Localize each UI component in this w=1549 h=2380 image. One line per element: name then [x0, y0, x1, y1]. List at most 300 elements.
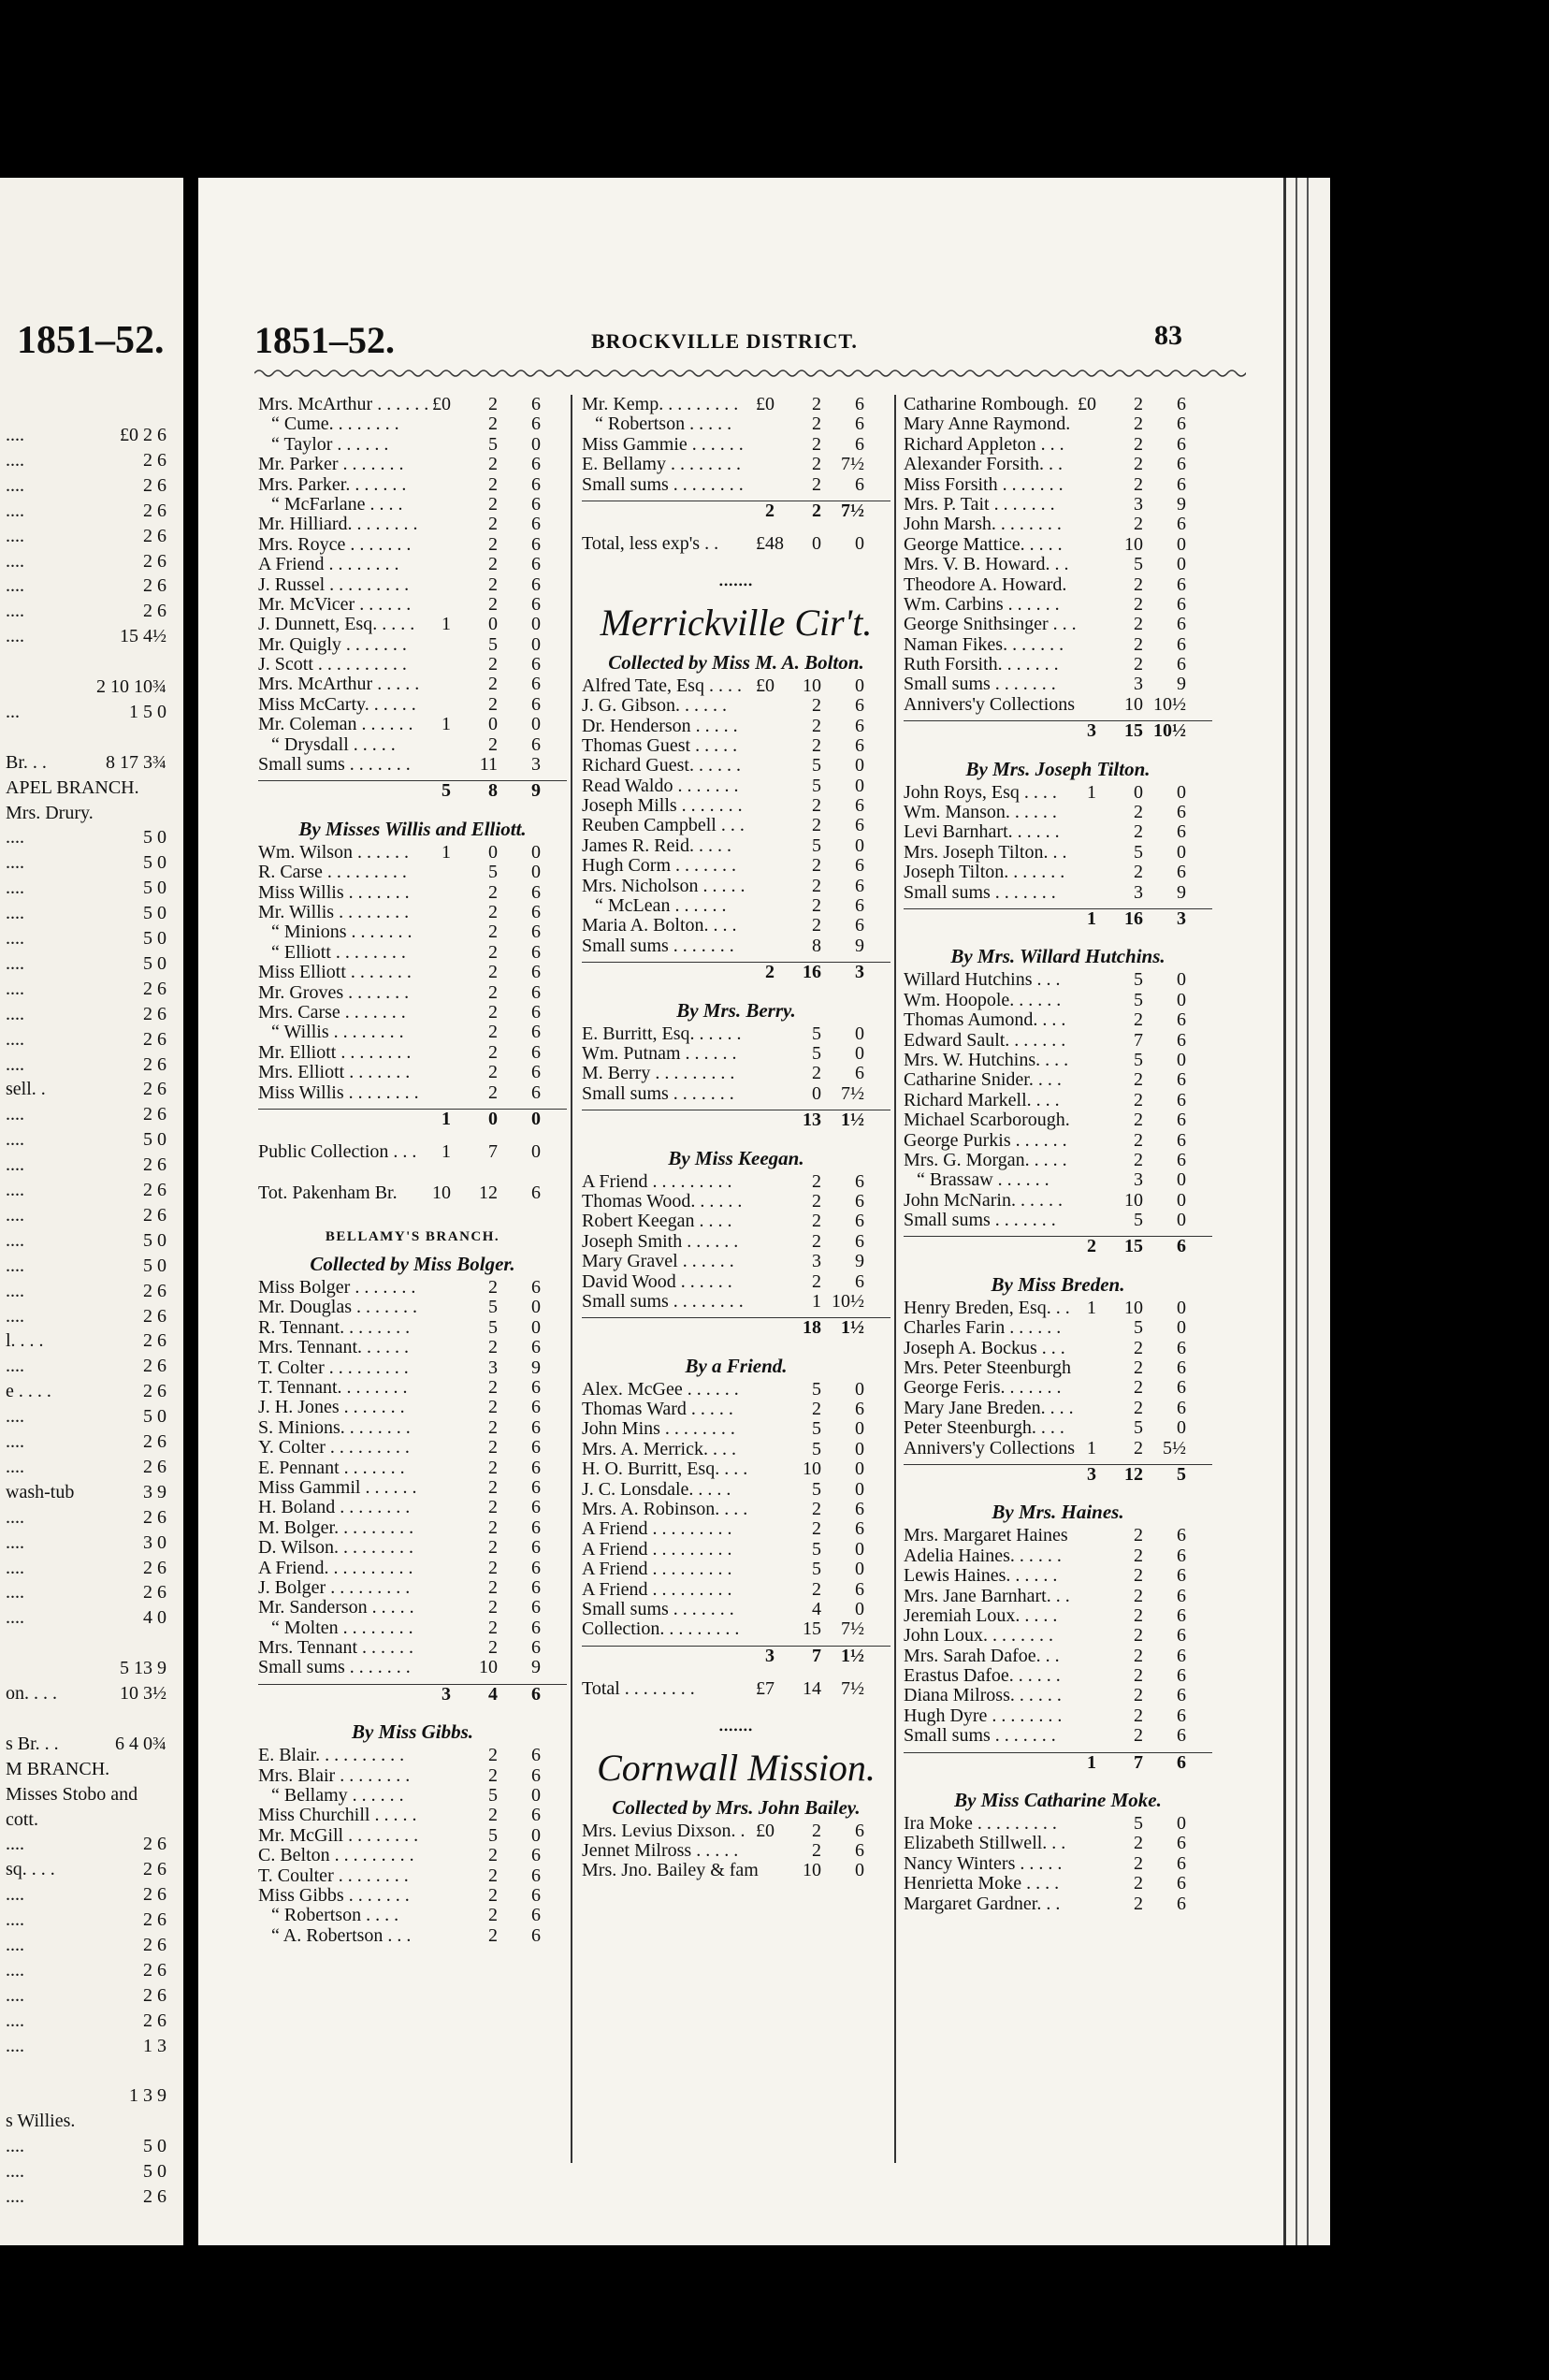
- contributor-name: Joseph Smith . . . . . .: [582, 1230, 739, 1252]
- subtotal-row: [582, 1646, 890, 1666]
- left-page-line: [0, 2134, 183, 2159]
- amount-pence: 6: [1177, 394, 1186, 414]
- contributor-name: George Mattice. . . . .: [904, 533, 1063, 555]
- amount-pence: 6: [1177, 1833, 1186, 1854]
- left-page-line-text: ....: [6, 827, 24, 849]
- amount-pence: 6: [531, 1537, 541, 1559]
- contribution-row: [582, 856, 890, 876]
- contributor-name: Maria A. Bolton. . . .: [582, 915, 737, 936]
- contributor-name: T. Colter . . . . . . . . .: [258, 1357, 409, 1378]
- left-page-line-amount: 2 6: [143, 525, 166, 546]
- left-page-line: [0, 801, 183, 826]
- amount-shillings: 2: [488, 1476, 498, 1498]
- contributor-name: Y. Colter . . . . . . . . .: [258, 1437, 410, 1458]
- left-page-line: [0, 1807, 183, 1833]
- amount-pence: 6: [1177, 1852, 1186, 1874]
- contribution-row: [258, 983, 567, 1003]
- left-page-line-text: ....: [6, 1431, 24, 1452]
- amount-pence: 6: [1177, 1545, 1186, 1566]
- left-page-line-text: ....: [6, 1506, 24, 1528]
- left-page-line: [0, 725, 183, 750]
- amount-shillings: 2: [488, 1537, 498, 1559]
- contribution-row: [904, 1378, 1212, 1398]
- amount-pence: 0: [855, 675, 864, 696]
- contribution-row: [904, 1170, 1212, 1190]
- contributor-name: Alfred Tate, Esq . . . .: [582, 675, 742, 696]
- left-page-line: [0, 1203, 183, 1228]
- section-caption: By Mrs. Haines.: [992, 1501, 1124, 1524]
- amount-pence: 6: [531, 1683, 541, 1705]
- amount-pence: 6: [531, 1805, 541, 1826]
- amount-shillings: 7: [812, 1645, 821, 1666]
- left-page-line-text: ....: [6, 1935, 24, 1955]
- amount-shillings: 5: [488, 1316, 498, 1338]
- amount-shillings: 5: [812, 775, 821, 796]
- left-page-line: [0, 1254, 183, 1279]
- contribution-row: [582, 816, 890, 835]
- amount-shillings: 2: [1134, 454, 1143, 475]
- amount-pence: 6: [855, 1839, 864, 1861]
- section-caption: By Mrs. Willard Hutchins.: [950, 945, 1165, 968]
- amount-shillings: 2: [488, 514, 498, 535]
- left-page-line: [0, 1556, 183, 1581]
- left-page-line-amount: 2 6: [143, 1984, 166, 2006]
- contributor-name: J. H. Jones . . . . . . .: [258, 1397, 405, 1418]
- amount-shillings: 5: [812, 834, 821, 856]
- amount-pence: 6: [531, 1865, 541, 1886]
- left-page-line-amount: 2 6: [143, 1305, 166, 1327]
- contribution-row: [582, 836, 890, 856]
- amount-shillings: 2: [488, 1885, 498, 1906]
- left-page-line: [0, 1480, 183, 1505]
- contributor-name: Mrs. McArthur . . . . . .: [258, 394, 429, 414]
- amount-pence: 0: [855, 1559, 864, 1580]
- amount-shillings: 5: [1134, 1417, 1143, 1439]
- contributor-name: Mrs. Nicholson . . . . .: [582, 875, 746, 896]
- contributor-name: Reuben Campbell . . .: [582, 815, 745, 836]
- contributor-name: Thomas Ward . . . . .: [582, 1399, 733, 1420]
- amount-pence: 6: [1177, 802, 1186, 823]
- left-page-line: [0, 1228, 183, 1254]
- contribution-row: [258, 1278, 567, 1298]
- amount-shillings: 4: [488, 1683, 498, 1705]
- amount-pence: 9: [1177, 881, 1186, 903]
- amount-shillings: 2: [1134, 654, 1143, 675]
- section-caption: By Mrs. Joseph Tilton.: [965, 757, 1151, 780]
- contributor-name: Public Collection . . .: [258, 1141, 417, 1163]
- amount-shillings: 2: [812, 1839, 821, 1861]
- amount-shillings: 10: [1124, 1297, 1143, 1318]
- left-page-line-amount: 2 6: [143, 1356, 166, 1377]
- amount-shillings: 2: [1134, 1725, 1143, 1747]
- amount-pence: 6: [1177, 593, 1186, 615]
- amount-pence: 0: [531, 714, 541, 735]
- amount-pence: 6: [531, 493, 541, 515]
- amount-pence: 0: [531, 1824, 541, 1846]
- contribution-row: [904, 1726, 1212, 1746]
- amount-pounds: 3: [1087, 1463, 1096, 1485]
- amount-shillings: 2: [488, 1416, 498, 1438]
- amount-shillings: 2: [1134, 1585, 1143, 1606]
- amount-pence: 6: [1177, 1069, 1186, 1091]
- amount-pence: 7½: [841, 1082, 864, 1104]
- amount-shillings: 2: [488, 1457, 498, 1478]
- left-page-line-amount: 1 3: [143, 2035, 166, 2056]
- left-page-line-amount: 10 3½: [120, 1683, 166, 1704]
- subtotal-row: [582, 1110, 890, 1130]
- amount-pence: 0: [1177, 1317, 1186, 1339]
- contributor-name: A Friend . . . . . . . . .: [582, 1170, 732, 1192]
- left-page-line: [0, 1631, 183, 1656]
- amount-pence: 6: [1177, 1149, 1186, 1170]
- amount-shillings: 2: [1134, 1089, 1143, 1110]
- amount-pence: 6: [855, 1820, 864, 1841]
- contributor-name: “ Bellamy . . . . . .: [271, 1785, 404, 1807]
- left-page-line-amount: 2 10 10¾: [96, 676, 166, 697]
- amount-shillings: 2: [812, 500, 821, 521]
- amount-shillings: 2: [488, 881, 498, 903]
- amount-pence: 0: [855, 1478, 864, 1500]
- contributor-name: Jennet Milross . . . . .: [582, 1839, 739, 1861]
- amount-shillings: 2: [812, 1211, 821, 1232]
- contribution-row: [258, 903, 567, 922]
- contribution-row: [904, 1318, 1212, 1338]
- amount-shillings: 2: [488, 1617, 498, 1638]
- contributor-name: Ira Moke . . . . . . . . .: [904, 1813, 1057, 1835]
- left-page-line-amount: 2 6: [143, 1859, 166, 1880]
- amount-pounds: 1: [442, 841, 451, 863]
- contributor-name: “ Elliott . . . . . . . .: [271, 941, 406, 963]
- contributor-name: Small sums . . . . . . .: [582, 1598, 734, 1619]
- left-page-line: [0, 2083, 183, 2109]
- amount-pence: 0: [531, 1316, 541, 1338]
- amount-pence: 0: [855, 1418, 864, 1440]
- amount-pounds: £0: [432, 394, 451, 414]
- amount-shillings: 5: [812, 1042, 821, 1064]
- contribution-row: [258, 1926, 567, 1946]
- contribution-row: [258, 1618, 567, 1638]
- left-page-line: [0, 776, 183, 801]
- contribution-row: [258, 1598, 567, 1618]
- amount-pence: 6: [1177, 454, 1186, 475]
- contribution-row: [258, 1458, 567, 1478]
- contributor-name: E. Burritt, Esq. . . . . .: [582, 1023, 742, 1044]
- amount-pence: 1½: [841, 1645, 864, 1666]
- page-edge-line: [1307, 178, 1309, 2245]
- amount-pence: 6: [1177, 1357, 1186, 1379]
- amount-pence: 6: [531, 1182, 541, 1203]
- amount-pence: 6: [855, 433, 864, 455]
- amount-pence: 6: [531, 1437, 541, 1458]
- contributor-name: Small sums . . . . . . .: [582, 1082, 734, 1104]
- amount-shillings: 2: [488, 454, 498, 475]
- contributor-name: Mrs. A. Robinson. . . .: [582, 1499, 748, 1520]
- contributor-name: Mrs. G. Morgan. . . . .: [904, 1149, 1067, 1170]
- contributor-name: Mrs. A. Merrick. . . .: [582, 1438, 736, 1459]
- contributor-name: Read Waldo . . . . . . .: [582, 775, 739, 796]
- contribution-row: [904, 555, 1212, 574]
- contribution-row: [258, 495, 567, 515]
- amount-shillings: 2: [1134, 1565, 1143, 1587]
- contributor-name: A Friend . . . . . . . . .: [582, 1578, 732, 1600]
- contributor-name: A Friend. . . . . . . . . .: [258, 1557, 413, 1578]
- left-page-line: [0, 1455, 183, 1480]
- amount-pence: 0: [531, 433, 541, 455]
- contribution-row: [582, 776, 890, 796]
- amount-pence: 9: [1177, 493, 1186, 515]
- left-page-line-text: ....: [6, 601, 24, 622]
- amount-shillings: 0: [488, 714, 498, 735]
- amount-pounds: 1: [442, 1108, 451, 1129]
- amount-shillings: 5: [488, 1297, 498, 1318]
- amount-shillings: 2: [1134, 1009, 1143, 1031]
- left-page-line-amount: 2 6: [143, 1935, 166, 1955]
- left-page-line: [0, 599, 183, 624]
- amount-pence: 6: [531, 1885, 541, 1906]
- circuit-title: Merrickville Cir't.: [600, 601, 873, 644]
- amount-shillings: 2: [1134, 1625, 1143, 1647]
- contributor-name: Miss Gammil . . . . . .: [258, 1476, 417, 1498]
- district-title: BROCKVILLE DISTRICT.: [591, 329, 858, 353]
- subtotal-row: [582, 501, 890, 521]
- contribution-row: [904, 515, 1212, 534]
- contributor-name: Small sums . . . . . . .: [258, 754, 411, 776]
- left-page-line: [0, 649, 183, 675]
- amount-pence: 6: [531, 901, 541, 922]
- amount-shillings: 10: [803, 675, 821, 696]
- left-page-line-amount: 5 0: [143, 827, 166, 849]
- contribution-row: [258, 863, 567, 882]
- left-page-line: [0, 850, 183, 876]
- contribution-row: [582, 796, 890, 816]
- contributor-name: Mr. McVicer . . . . . .: [258, 593, 412, 615]
- amount-pence: 6: [531, 1377, 541, 1399]
- contribution-row: [582, 1679, 890, 1699]
- left-page-line: [0, 1531, 183, 1556]
- contribution-row: [904, 1854, 1212, 1874]
- amount-shillings: 3: [1134, 1169, 1143, 1191]
- left-page-line-text: ....: [6, 928, 24, 949]
- amount-shillings: 2: [1134, 1437, 1143, 1458]
- amount-pence: 6: [531, 1617, 541, 1638]
- amount-pounds: 1: [1087, 781, 1096, 803]
- contributor-name: Joseph A. Bockus . . .: [904, 1337, 1065, 1358]
- left-page-line-text: ....: [6, 525, 24, 546]
- amount-pence: 6: [531, 1745, 541, 1766]
- left-page-line-text: ....: [6, 878, 24, 899]
- left-page-line: [0, 1429, 183, 1455]
- contributor-name: D. Wilson. . . . . . . . .: [258, 1537, 414, 1559]
- left-page-line: [0, 1580, 183, 1605]
- contributor-name: Tot. Pakenham Br.: [258, 1182, 398, 1203]
- amount-pence: 6: [855, 1170, 864, 1192]
- contribution-row: [904, 783, 1212, 803]
- left-page-line-text: ....: [6, 1607, 24, 1629]
- contributor-name: T. Tennant. . . . . . . .: [258, 1377, 408, 1399]
- amount-pence: 6: [531, 1457, 541, 1478]
- contributor-name: A Friend . . . . . . . .: [258, 554, 399, 575]
- left-page-line-amount: 15 4½: [120, 626, 166, 647]
- amount-pence: 0: [531, 633, 541, 655]
- amount-shillings: 5: [1134, 1813, 1143, 1835]
- section-caption: By Miss Gibbs.: [351, 1720, 474, 1744]
- contributor-name: David Wood . . . . . .: [582, 1270, 732, 1292]
- contribution-row: [582, 1400, 890, 1419]
- left-page-line: [0, 1656, 183, 1681]
- section-caption: By Miss Catharine Moke.: [954, 1789, 1162, 1812]
- amount-shillings: 2: [1134, 1525, 1143, 1546]
- contributor-name: “ Molten . . . . . . . .: [271, 1617, 413, 1638]
- contributor-name: A Friend . . . . . . . . .: [582, 1518, 732, 1540]
- contributor-name: Mrs. Margaret Haines: [904, 1525, 1068, 1546]
- contributor-name: Adelia Haines. . . . . .: [904, 1545, 1062, 1566]
- contribution-row: [582, 1580, 890, 1600]
- contribution-row: [258, 414, 567, 434]
- left-page-line-text: Br. . .: [6, 751, 47, 773]
- left-page-line-amount: 2 6: [143, 1834, 166, 1855]
- amount-pence: 0: [855, 775, 864, 796]
- contribution-row: [904, 883, 1212, 903]
- contribution-row: [904, 615, 1212, 634]
- amount-shillings: 2: [1134, 1685, 1143, 1706]
- left-page-line-amount: 2 6: [143, 500, 166, 521]
- amount-pence: 6: [531, 1001, 541, 1023]
- amount-pounds: 3: [765, 1645, 774, 1666]
- contributor-name: J. C. Lonsdale. . . . .: [582, 1478, 731, 1500]
- contribution-row: [582, 676, 890, 696]
- left-page-line: [0, 473, 183, 499]
- left-page-line: [0, 901, 183, 926]
- contribution-row: [258, 1846, 567, 1865]
- contributor-name: Mrs. Tennant. . . . . .: [258, 1337, 409, 1358]
- amount-pence: 6: [531, 1637, 541, 1659]
- amount-shillings: 16: [803, 962, 821, 983]
- contributor-name: Charles Farin . . . . . .: [904, 1317, 1062, 1339]
- contributor-name: Miss McCarty. . . . . .: [258, 693, 416, 715]
- amount-shillings: 2: [812, 433, 821, 455]
- left-page-year-header: 1851–52.: [17, 319, 165, 362]
- amount-pence: 0: [531, 1141, 541, 1163]
- amount-pence: 1½: [841, 1110, 864, 1131]
- amount-pence: 6: [531, 1416, 541, 1438]
- contributor-name: John McNarin. . . . . .: [904, 1189, 1063, 1211]
- contributor-name: Mr. Parker . . . . . . .: [258, 454, 404, 475]
- amount-pence: 6: [531, 981, 541, 1003]
- amount-pence: 6: [1177, 1665, 1186, 1687]
- amount-shillings: 0: [488, 1108, 498, 1129]
- header-wavy-rule: [254, 368, 1246, 379]
- amount-shillings: 2: [1134, 1833, 1143, 1854]
- amount-shillings: 2: [812, 795, 821, 817]
- amount-shillings: 1: [812, 1290, 821, 1312]
- amount-pence: 6: [531, 533, 541, 555]
- left-page-line-text: s Br. . .: [6, 1733, 59, 1754]
- contributor-name: “ Willis . . . . . . . .: [271, 1022, 404, 1043]
- amount-shillings: 2: [488, 1081, 498, 1103]
- contribution-row: [904, 1546, 1212, 1566]
- amount-pence: 6: [531, 1476, 541, 1498]
- contribution-row: [904, 1358, 1212, 1378]
- left-page-line-text: ....: [6, 1003, 24, 1024]
- amount-pence: 6: [1177, 821, 1186, 843]
- amount-shillings: 2: [1134, 1357, 1143, 1379]
- amount-shillings: 2: [1134, 593, 1143, 615]
- left-page-line-text: ....: [6, 1255, 24, 1276]
- amount-shillings: 3: [1134, 493, 1143, 515]
- amount-pence: 6: [855, 1190, 864, 1212]
- contribution-row: [258, 395, 567, 414]
- contribution-row: [258, 1559, 567, 1578]
- contribution-row: [258, 1886, 567, 1906]
- amount-pence: 0: [855, 755, 864, 776]
- contributor-name: Mrs. Levius Dixson. .: [582, 1820, 746, 1841]
- left-page-line-amount: 5 0: [143, 952, 166, 974]
- left-page-line-amount: 2 6: [143, 601, 166, 622]
- contribution-row: [582, 1419, 890, 1439]
- left-page-line-text: wash-tub: [6, 1481, 75, 1502]
- contribution-row: [904, 414, 1212, 434]
- contribution-row: [258, 1638, 567, 1658]
- amount-pence: 10½: [1153, 720, 1186, 742]
- amount-shillings: 2: [488, 1437, 498, 1458]
- contribution-row: [904, 1666, 1212, 1686]
- contribution-row: [904, 475, 1212, 495]
- amount-shillings: 10: [803, 1860, 821, 1881]
- amount-pence: 0: [1177, 554, 1186, 575]
- left-page-line-amount: 2 6: [143, 449, 166, 471]
- contribution-row: [258, 1358, 567, 1378]
- amount-pence: 6: [855, 795, 864, 817]
- left-page-line-text: ....: [6, 2161, 24, 2183]
- amount-shillings: 2: [488, 981, 498, 1003]
- contribution-row: [258, 1298, 567, 1317]
- amount-pence: 6: [531, 881, 541, 903]
- left-page-line: [0, 1077, 183, 1102]
- amount-pence: 9: [855, 935, 864, 956]
- contributor-name: Miss Churchill . . . . .: [258, 1805, 417, 1826]
- amount-pence: 6: [531, 733, 541, 755]
- amount-shillings: 2: [488, 1557, 498, 1578]
- amount-shillings: 2: [488, 674, 498, 695]
- contribution-row: [904, 863, 1212, 882]
- left-page-line-text: ....: [6, 474, 24, 496]
- contribution-row: [582, 1440, 890, 1459]
- left-page-line-amount: 2 6: [143, 1053, 166, 1075]
- contribution-row: [904, 1874, 1212, 1894]
- left-page-line-amount: 2 6: [143, 1381, 166, 1402]
- left-page-line-amount: 5 13 9: [120, 1658, 166, 1679]
- amount-shillings: 2: [488, 962, 498, 983]
- amount-shillings: 2: [488, 1637, 498, 1659]
- left-page-line-text: Mrs. Drury.: [6, 802, 94, 823]
- left-page-line: [0, 977, 183, 1002]
- amount-pounds: 2: [765, 500, 774, 521]
- amount-pence: 6: [1177, 1236, 1186, 1257]
- contribution-row: [258, 1418, 567, 1438]
- contribution-row: [904, 395, 1212, 414]
- amount-shillings: 2: [1134, 1604, 1143, 1626]
- left-page-line: [0, 1304, 183, 1329]
- left-page-line-text: ....: [6, 2186, 24, 2207]
- amount-shillings: 5: [1134, 969, 1143, 991]
- amount-shillings: 2: [1134, 1337, 1143, 1358]
- contribution-row: [904, 635, 1212, 655]
- contribution-row: [258, 475, 567, 495]
- amount-pence: 6: [855, 1063, 864, 1084]
- contributor-name: M. Bolger. . . . . . . . .: [258, 1517, 414, 1538]
- amount-shillings: 2: [488, 901, 498, 922]
- contribution-row: [258, 922, 567, 942]
